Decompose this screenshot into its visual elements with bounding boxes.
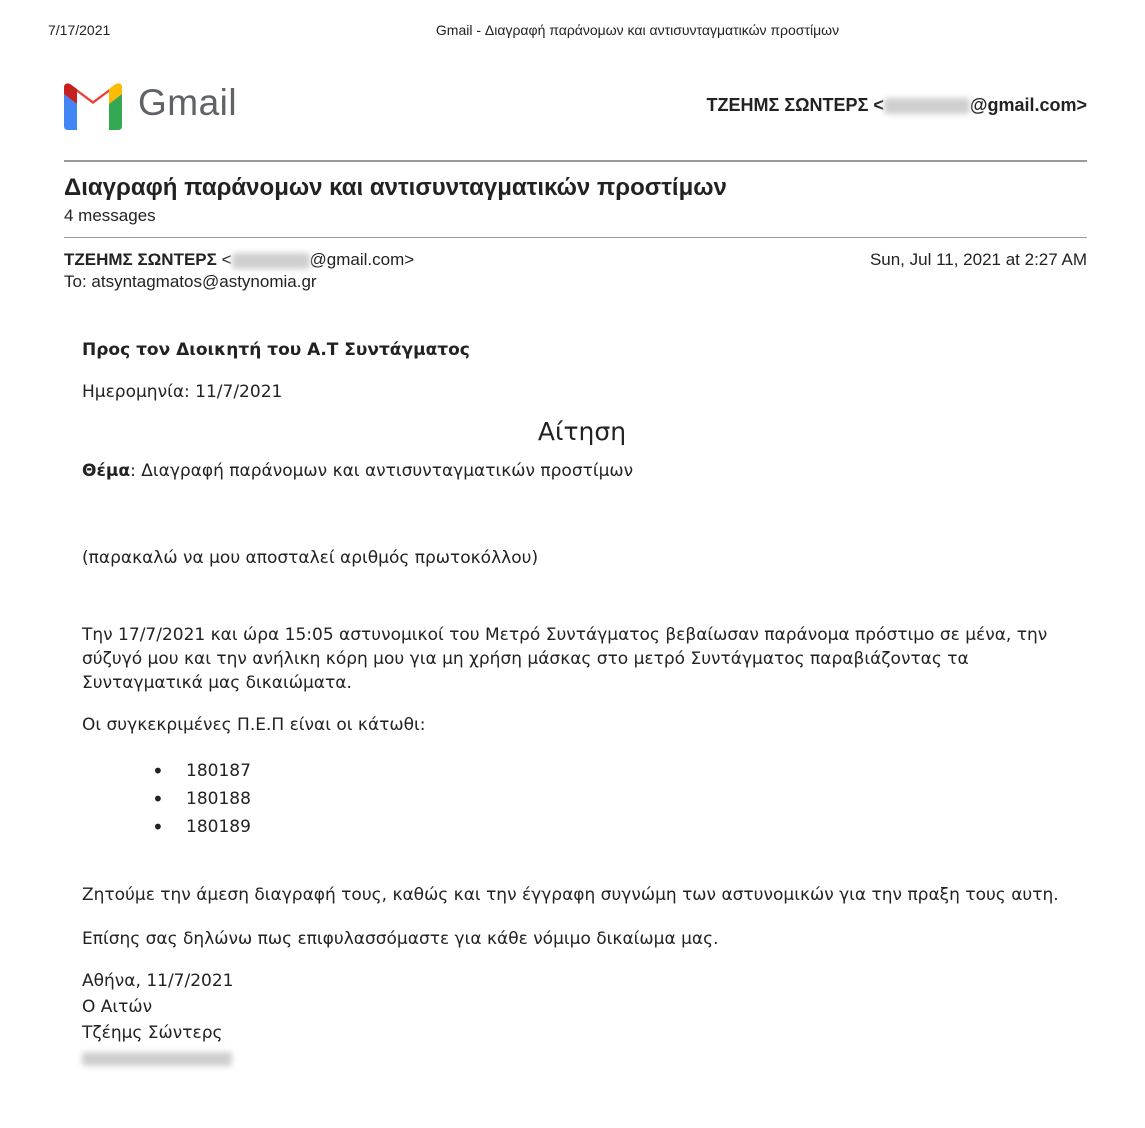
signature-name: Τζέημς Σώντερς	[82, 1023, 223, 1043]
letter-paragraph: Επίσης σας δηλώνω πως επιφυλασσόμαστε για κάθε νόμιμο δικαίωμα μας.	[82, 929, 719, 949]
sender-email-suffix: @gmail.com>	[309, 250, 415, 269]
gmail-header	[62, 78, 1087, 134]
gmail-wordmark: Gmail	[138, 82, 238, 123]
thread-subject: Διαγραφή παράνομων και αντισυνταγματικών προστίμων	[64, 174, 727, 201]
subject-label: Θέμα	[82, 461, 131, 481]
list-item: • 180187	[82, 757, 1082, 785]
sender-name: ΤΖΕΗΜΣ ΣΩΝΤΕΡΣ	[64, 250, 217, 269]
to-address: atsyntagmatos@astynomia.gr	[91, 272, 317, 291]
account-email-prefix: <	[873, 95, 884, 115]
sender-email-prefix: <	[221, 250, 232, 269]
print-title: Gmail - Διαγραφή παράνομων και αντισυνταγματικών προστίμων	[435, 22, 840, 38]
letter-paragraph: Ζητούμε την άμεση διαγραφή τους, καθώς και την έγγραφη συγνώμη των αστυνομικών για την πραξη τους αυτη.	[82, 885, 1059, 905]
letter-date: Ημερομηνία: 11/7/2021	[82, 382, 283, 402]
message-count: 4 messages	[64, 206, 156, 225]
request-note: (παρακαλώ να μου αποσταλεί αριθμός πρωτοκόλλου)	[82, 548, 539, 568]
letter-subject	[82, 459, 1082, 483]
divider	[64, 237, 1087, 238]
letter-body	[82, 338, 1082, 1071]
message-recipient	[64, 272, 317, 292]
fines-list	[82, 757, 1082, 841]
account-email-suffix: @gmail.com>	[969, 95, 1087, 115]
subject-text: : Διαγραφή παράνομων και αντισυνταγματικών προστίμων	[130, 461, 634, 481]
account-name: ΤΖΕΗΜΣ ΣΩΝΤΕΡΣ	[706, 95, 869, 115]
print-header	[0, 22, 1145, 42]
message-sender	[64, 250, 414, 270]
redacted-email	[232, 253, 310, 269]
letter-addressee: Προς τον Διοικητή του Α.Τ Συντάγματος	[82, 340, 470, 360]
gmail-m-icon	[62, 82, 124, 130]
list-item: • 180189	[82, 813, 1082, 841]
list-intro: Οι συγκεκριμένες Π.Ε.Π είναι οι κάτωθι:	[82, 715, 426, 735]
redacted-email	[884, 98, 970, 114]
list-item: • 180188	[82, 785, 1082, 813]
print-date: 7/17/2021	[48, 22, 111, 38]
letter-paragraph: Την 17/7/2021 και ώρα 15:05 αστυνομικοί του Μετρό Συντάγματος βεβαίωσαν παράνομα πρόστιμο σε μένα, την σύζυγό μου και την ανήλικη κόρη μου για μη χρήση μάσκας στο μετρό Συντάγματος παραβιάζοντας τα Συνταγματικά μας δικαιώματα.	[82, 625, 1048, 693]
account-email	[707, 95, 1087, 116]
letter-place-date: Αθήνα, 11/7/2021	[82, 971, 234, 991]
redacted-signature	[82, 1047, 1082, 1071]
letter-role: Ο Αιτών	[82, 997, 153, 1017]
letter-heading: Αίτηση	[537, 417, 627, 446]
divider	[64, 160, 1087, 162]
message-date: Sun, Jul 11, 2021 at 2:27 AM	[869, 250, 1087, 269]
to-label: To:	[64, 272, 87, 291]
